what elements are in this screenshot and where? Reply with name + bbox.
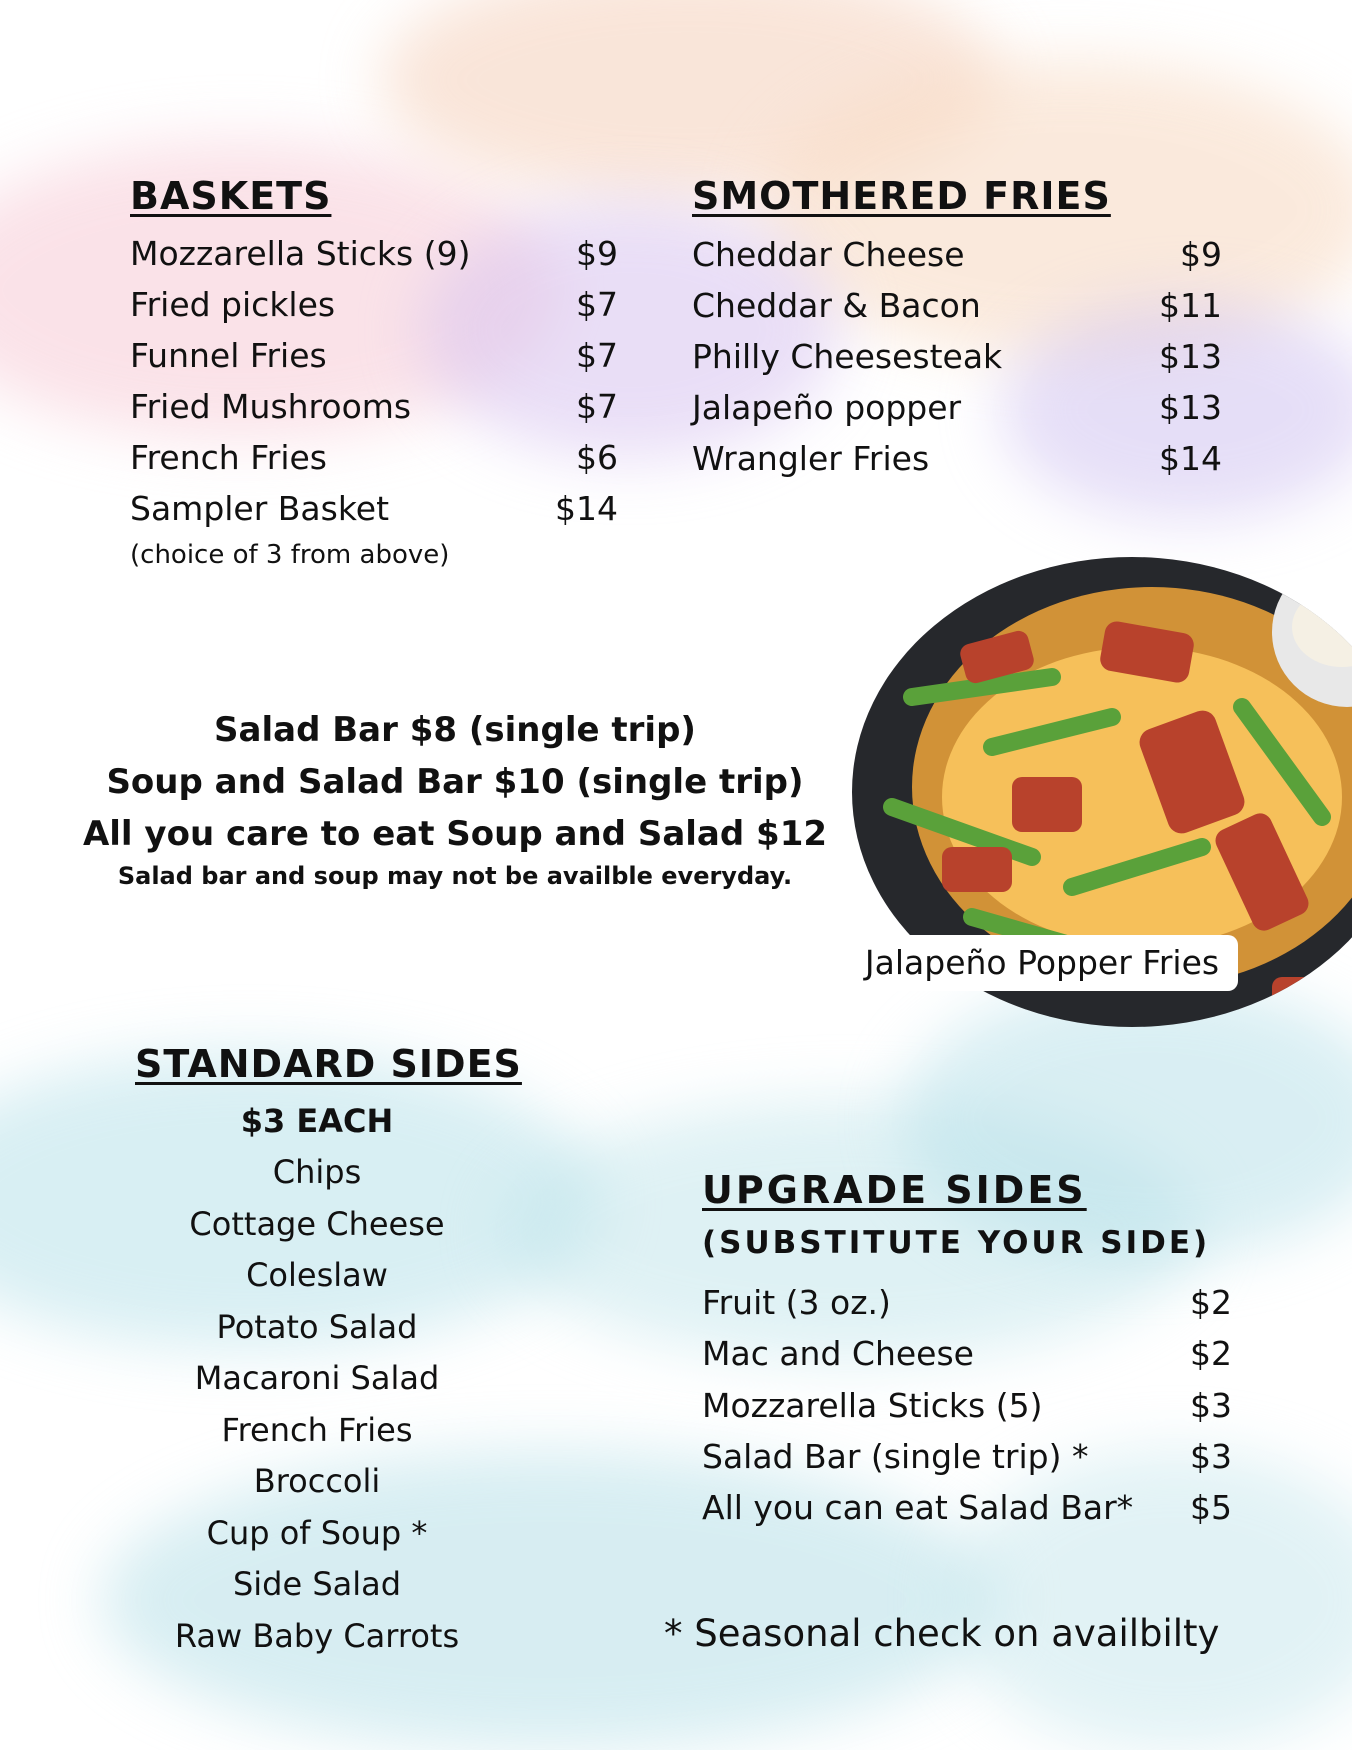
item-price: $7 (576, 387, 618, 426)
item-name: Fried Mushrooms (130, 387, 412, 426)
upgrade-sides-subtitle: (SUBSTITUTE YOUR SIDE) (702, 1225, 1211, 1261)
list-item (130, 279, 618, 330)
item-name: Fruit (3 oz.) (702, 1283, 891, 1322)
baskets-title: BASKETS (130, 174, 332, 218)
item-price: $11 (1159, 286, 1222, 325)
list-item: Cup of Soup * (206, 1513, 428, 1552)
upgrade-sides-title: UPGRADE SIDES (702, 1168, 1087, 1212)
item-price: $7 (576, 285, 618, 324)
item-name: Fried pickles (130, 285, 336, 324)
standard-sides-list (117, 1147, 517, 1662)
baskets-note: (choice of 3 from above) (130, 540, 450, 570)
item-name: Funnel Fries (130, 336, 327, 375)
list-item (130, 330, 618, 381)
item-name: Mac and Cheese (702, 1334, 974, 1373)
list-item (692, 280, 1222, 331)
list-item: Potato Salad (216, 1307, 418, 1346)
footnote: * Seasonal check on availbilty (664, 1612, 1220, 1655)
item-name: Mozzarella Sticks (9) (130, 234, 471, 273)
list-item: Cottage Cheese (189, 1204, 445, 1243)
list-item: Chips (272, 1153, 362, 1191)
item-price: $5 (1190, 1488, 1232, 1527)
standard-sides-title: STANDARD SIDES (135, 1042, 522, 1086)
list-item (702, 1277, 1232, 1328)
list-item: Side Salad (232, 1565, 402, 1603)
list-item (130, 228, 618, 279)
salad-bar-line: Soup and Salad Bar $10 (single trip) (106, 762, 804, 802)
list-item (692, 229, 1222, 280)
item-name: Wrangler Fries (692, 439, 930, 478)
item-price: $3 (1190, 1386, 1232, 1425)
salad-bar-line: All you care to eat Soup and Salad $12 (82, 814, 828, 854)
item-price: $9 (576, 234, 618, 273)
item-price: $13 (1159, 388, 1222, 427)
salad-bar-line: Salad Bar $8 (single trip) (214, 710, 696, 750)
item-price: $14 (1159, 439, 1222, 478)
item-price: $9 (1180, 235, 1222, 274)
item-name: Cheddar & Bacon (692, 286, 981, 325)
list-item: Broccoli (253, 1462, 381, 1500)
list-item (692, 382, 1222, 433)
list-item: Macaroni Salad (194, 1359, 440, 1397)
list-item (130, 432, 618, 483)
list-item (702, 1328, 1232, 1379)
salad-bar-block (60, 704, 850, 892)
list-item (692, 331, 1222, 382)
item-name: Sampler Basket (130, 489, 390, 528)
smothered-fries-title: SMOTHERED FRIES (692, 174, 1111, 218)
item-name: Philly Cheesesteak (692, 337, 1003, 376)
list-item: French Fries (221, 1410, 413, 1449)
list-item: Raw Baby Carrots (174, 1616, 460, 1655)
item-price: $2 (1190, 1283, 1232, 1322)
list-item (692, 433, 1222, 484)
list-item (702, 1431, 1232, 1482)
item-price: $6 (576, 438, 618, 477)
item-name: French Fries (130, 438, 328, 477)
list-item (130, 381, 618, 432)
item-price: $3 (1190, 1437, 1232, 1476)
list-item: Coleslaw (246, 1256, 388, 1294)
list-item (702, 1380, 1232, 1431)
salad-bar-note: Salad bar and soup may not be availble everyday. (117, 862, 793, 890)
list-item (702, 1482, 1232, 1533)
item-name: All you can eat Salad Bar* (702, 1488, 1134, 1527)
item-name: Cheddar Cheese (692, 235, 965, 274)
item-name: Mozzarella Sticks (5) (702, 1386, 1043, 1425)
item-price: $13 (1159, 337, 1222, 376)
list-item (130, 483, 618, 534)
item-price: $14 (555, 489, 618, 528)
item-name: Jalapeño popper (692, 388, 962, 427)
item-name: Salad Bar (single trip) * (702, 1437, 1089, 1476)
item-price: $7 (576, 336, 618, 375)
standard-sides-price: $3 EACH (240, 1102, 394, 1140)
photo-caption: Jalapeño Popper Fries (846, 935, 1238, 991)
item-price: $2 (1190, 1334, 1232, 1373)
